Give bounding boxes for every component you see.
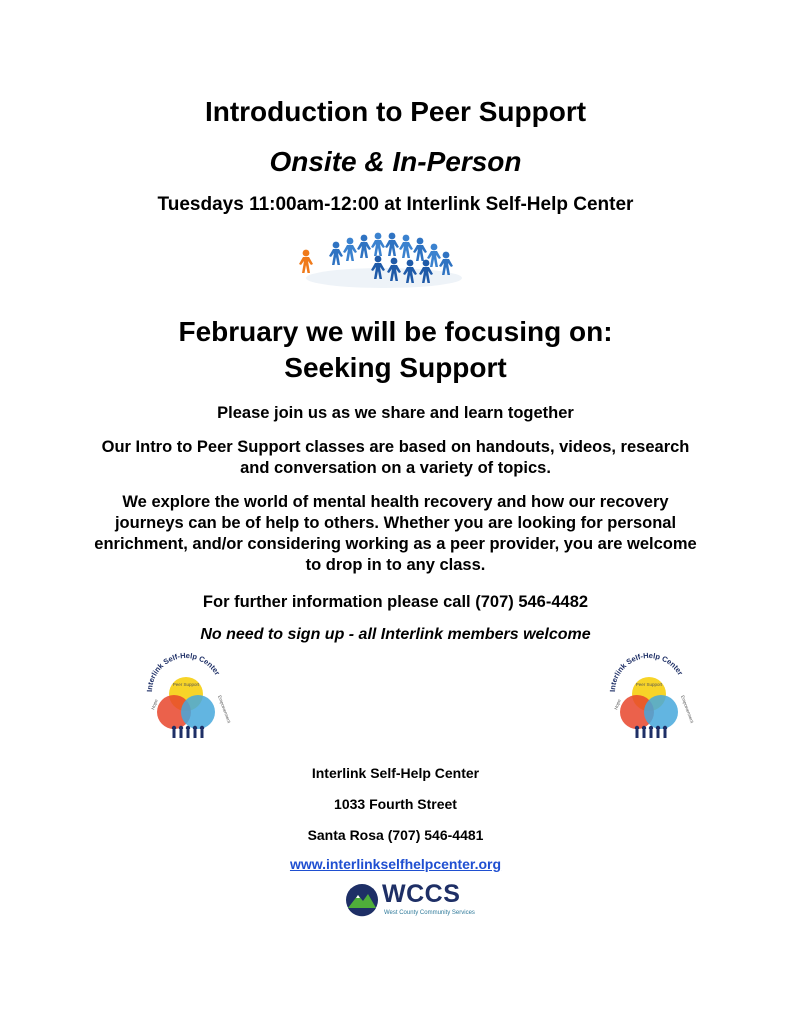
logo-inner-top: Peer Support	[172, 682, 200, 687]
paragraph-join: Please join us as we share and learn together	[217, 404, 574, 422]
paragraph-explore-text: We explore the world of mental health recovery and how our recovery journeys can be of help to others. Whether you are looking for personal enrichment, and/or considering working as a peer provider, you are welcome to drop in to any class.	[94, 493, 697, 574]
schedule-line: Tuesdays 11:00am-12:00 at Interlink Self-Help Center	[157, 194, 634, 215]
paragraph-classes-text: Our Intro to Peer Support classes are based on handouts, videos, research and conversation on a variety of topics.	[101, 438, 690, 477]
interlink-logo-icon	[138, 652, 234, 750]
paragraph-explore	[0, 492, 791, 576]
website-link[interactable]: www.interlinkselfhelpcenter.org	[289, 856, 502, 872]
logo-arc-text: Interlink Self-Help Center	[144, 652, 222, 693]
wccs-logo	[344, 880, 475, 922]
paragraph-classes	[0, 437, 791, 479]
logo-inner-right: Empowerment	[217, 694, 232, 724]
logo-inner-right: Empowerment	[680, 694, 695, 724]
page-title: Introduction to Peer Support	[204, 96, 587, 127]
wccs-name: WCCS	[382, 880, 461, 908]
paper-people-icon	[276, 232, 462, 292]
address-street: 1033 Fourth Street	[334, 796, 457, 812]
logo-inner-top: Peer Support	[635, 682, 663, 687]
focus-topic: Seeking Support	[284, 352, 507, 383]
signup-note: No need to sign up - all Interlink members welcome	[200, 626, 591, 643]
address-name: Interlink Self-Help Center	[311, 765, 480, 781]
wccs-tagline: West County Community Services	[384, 910, 475, 916]
address-city-phone: Santa Rosa (707) 546-4481	[307, 827, 484, 843]
paragraph-contact: For further information please call (707) 546-4482	[202, 593, 589, 611]
logo-inner-left: Hope	[613, 698, 622, 711]
interlink-logo-icon	[601, 652, 697, 750]
focus-heading: February we will be focusing on:	[178, 316, 613, 347]
page-subtitle: Onsite & In-Person	[269, 146, 522, 177]
logo-inner-left: Hope	[150, 698, 159, 711]
logo-arc-text: Interlink Self-Help Center	[607, 652, 685, 693]
wccs-mountain-icon	[344, 882, 380, 918]
